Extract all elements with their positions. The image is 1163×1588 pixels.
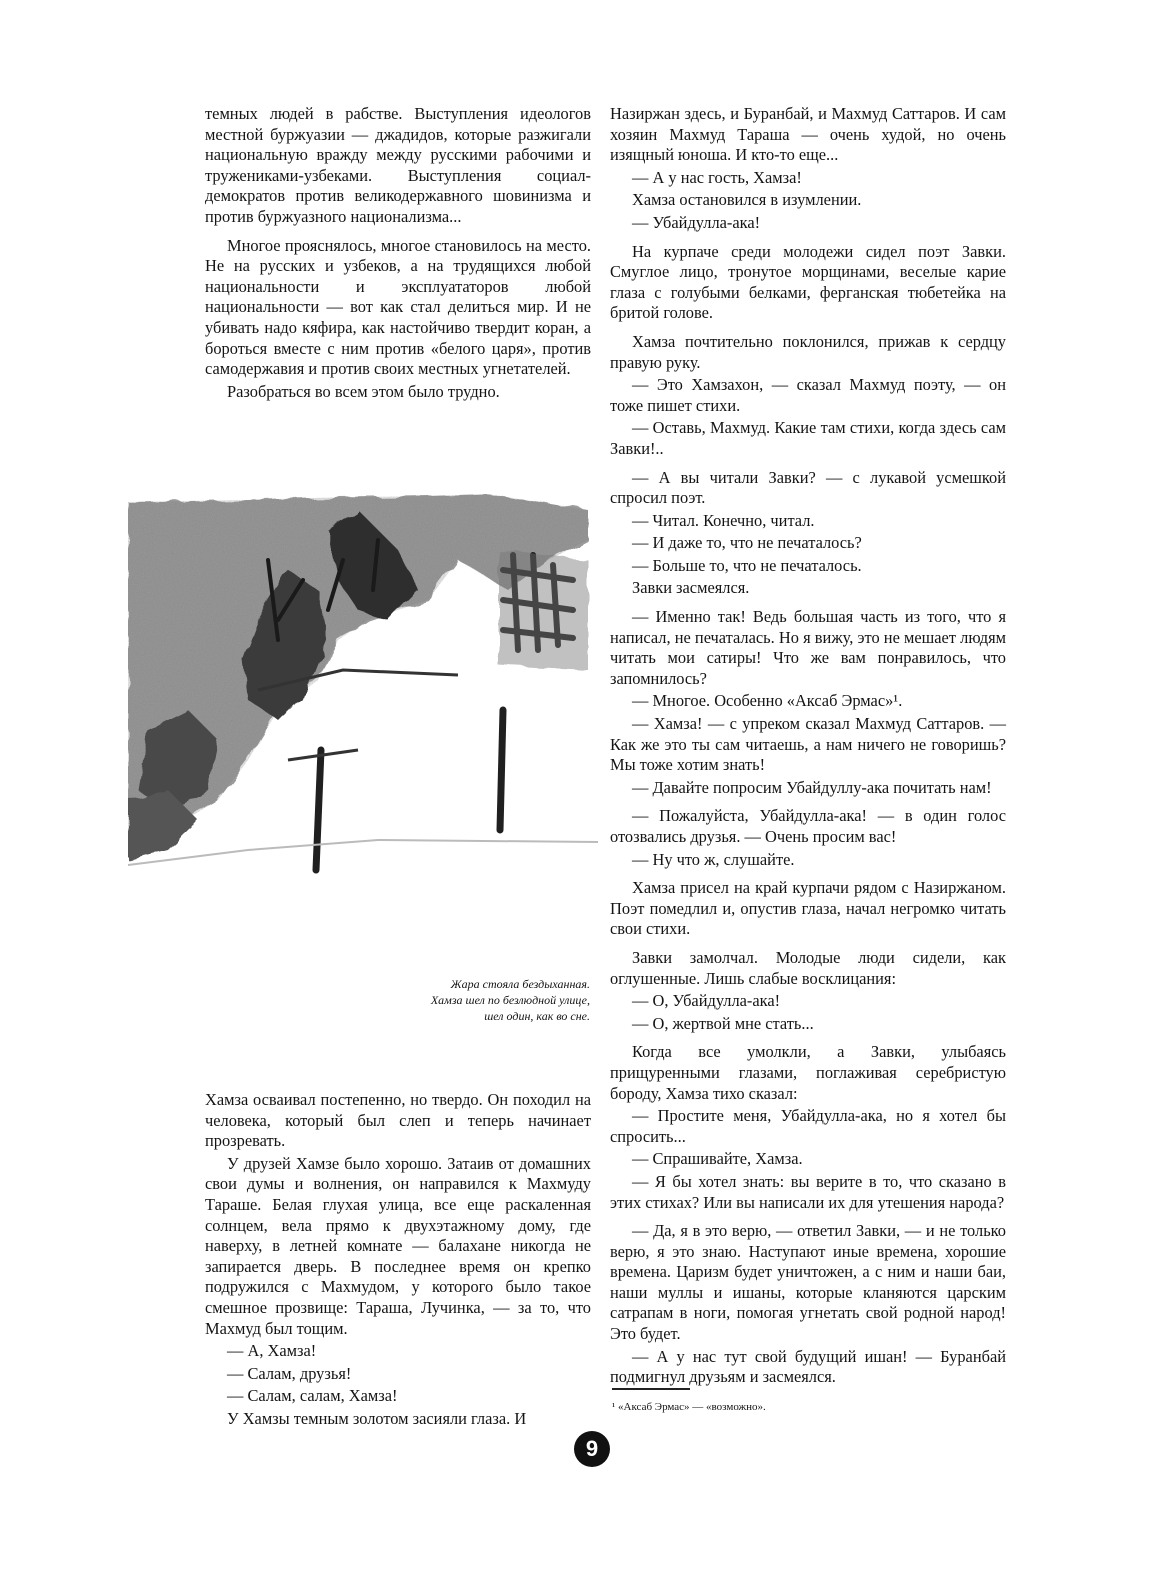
dialogue-line: — Оставь, Махмуд. Какие там стихи, когда здесь сам Завки!.. <box>610 418 1006 458</box>
paragraph: У друзей Хамзе было хорошо. Затаив от домашних свои думы и волнения, он направился к Махмуду Тараше. Белая глухая улица, все еще раскаленная солнцем, вела прямо к двухэтажному дому, где наверху, в летней комнате — балахане никогда не запирается дверь. В последнее время он крепко подружился с Махмудом, у которого было такое смешное прозвище: Тараша, Лучинка, — за то, что Махмуд был тощим. <box>205 1153 591 1338</box>
dialogue-line: — Ну что ж, слушайте. <box>632 849 795 869</box>
dialogue-line: — А, Хамза! <box>227 1341 317 1361</box>
dialogue-line: — Больше то, что не печаталось. <box>632 555 862 575</box>
footnote: ¹ «Аксаб Эрмас» — «возможно». <box>612 1401 766 1413</box>
dialogue-line: — А у нас тут свой будущий ишан! — Буранбай подмигнул друзьям и засмеялся. <box>610 1346 1006 1387</box>
dialogue-line: — О, жертвой мне стать... <box>632 1013 814 1033</box>
paragraph: Завки замолчал. Молодые люди сидели, как оглушенные. Лишь слабые восклицания: <box>610 947 1006 988</box>
illustration <box>128 470 598 958</box>
dialogue-line: — Спрашивайте, Хамза. <box>632 1149 803 1169</box>
paragraph: Хамза остановился в изумлении. <box>632 190 862 210</box>
caption-line: Жара стояла бездыханная. <box>450 977 590 991</box>
paragraph: Назиржан здесь, и Буранбай, и Махмуд Саттаров. И сам хозяин Махмуд Тараша — очень худой, но очень изящный юноша. И кто-то еще... <box>610 104 1006 165</box>
dialogue-line: — О, Убайдулла-ака! <box>632 991 781 1011</box>
dialogue-line: — Это Хамзахон, — сказал Махмуд поэту, — он тоже пишет стихи. <box>610 375 1006 415</box>
paragraph: Разобраться во всем этом было трудно. <box>227 381 500 401</box>
caption-line: Хамза шел по безлюдной улице, <box>430 993 590 1007</box>
page-number: 9 <box>574 1431 610 1467</box>
dialogue-line: — Многое. Особенно «Аксаб Эрмас»¹. <box>632 691 903 711</box>
dialogue-line: — Салам, салам, Хамза! <box>227 1386 398 1406</box>
dialogue-line: — Читал. Конечно, читал. <box>632 510 815 530</box>
caption-line: шел один, как во сне. <box>484 1009 590 1023</box>
dialogue-line: — Именно так! Ведь большая часть из того, что я написал, не печаталась. Но я вижу, это не мешает людям читать мои сатиры! Что же вам понравилось, что запомнилось? <box>610 607 1006 688</box>
text-column-right <box>610 104 1006 1388</box>
dialogue-line: — Да, я в это верю, — ответил Завки, — и не только верю, я это знаю. Наступают иные времена, хорошие времена. Царизм будет уничтожен, а с ним и наши баи, наши муллы и ишаны, которые кланяются царским сатрапам в ноги, помогая угнетать свой родной народ! Это будет. <box>610 1221 1006 1344</box>
dialogue-line: — Салам, друзья! <box>227 1363 352 1383</box>
paragraph: Завки засмеялся. <box>632 578 750 598</box>
paragraph: У Хамзы темным золотом засияли глаза. И <box>227 1408 527 1428</box>
paragraph: На курпаче среди молодежи сидел поэт Завки. Смуглое лицо, тронутое морщинами, веселые карие глаза с голубыми белками, ферганская тюбетейка на бритой голове. <box>610 241 1006 323</box>
paragraph: Хамза осваивал постепенно, но твердо. Он походил на человека, который был слеп и теперь начинает прозревать. <box>205 1090 591 1151</box>
dialogue-line: — Я бы хотел знать: вы верите в то, что сказано в этих стихах? Или вы написали их для утешения народа? <box>610 1171 1006 1212</box>
illustration-caption <box>330 976 590 1024</box>
paragraph: Многое прояснялось, многое становилось на место. Не на русских и узбеков, а на трудящихся любой национальности и эксплуататоров любой национальности — вот как стал делиться мир. И не убивать надо кяфира, как настойчиво твердит коран, а бороться вместе с ним против «белого царя», против самодержавия и против своих местных угнетателей. <box>205 235 591 379</box>
dialogue-line: — Хамза! — с упреком сказал Махмуд Саттаров. — Как же это ты сам читаешь, а нам ничего не говоришь? Мы тоже хотим знать! <box>610 714 1006 775</box>
dialogue-line: — А у нас гость, Хамза! <box>632 167 802 187</box>
dialogue-line: — Пожалуйста, Убайдулла-ака! — в один голос отозвались друзья. — Очень просим вас! <box>610 806 1006 846</box>
dialogue-line: — А вы читали Завки? — с лукавой усмешкой спросил поэт. <box>610 467 1006 508</box>
paragraph: Хамза присел на край курпачи рядом с Назиржаном. Поэт помедлил и, опустив глаза, начал негромко читать свои стихи. <box>610 878 1006 939</box>
paragraph: темных людей в рабстве. Выступления идеологов местной буржуазии — джадидов, которые разжигали национальную вражду между русскими рабочими и тружениками-узбеками. Выступления социал-демократов против великодержавного шовинизма и против буржуазного национализма... <box>205 104 591 226</box>
dialogue-line: — И даже то, что не печаталось? <box>632 533 862 553</box>
dialogue-line: — Простите меня, Убайдулла-ака, но я хотел бы спросить... <box>610 1106 1006 1146</box>
street-drawing <box>128 470 598 958</box>
dialogue-line: — Давайте попросим Убайдуллу-ака почитать нам! <box>632 777 992 797</box>
text-column-left-bottom <box>205 1090 591 1430</box>
dialogue-line: — Убайдулла-ака! <box>632 212 761 232</box>
paragraph: Хамза почтительно поклонился, прижав к сердцу правую руку. <box>610 331 1006 372</box>
text-column-left-top <box>205 104 591 402</box>
footnote-rule <box>612 1388 690 1390</box>
paragraph: Когда все умолкли, а Завки, улыбаясь прищуренными глазами, поглаживая серебристую бороду, Хамза тихо сказал: <box>610 1042 1006 1103</box>
